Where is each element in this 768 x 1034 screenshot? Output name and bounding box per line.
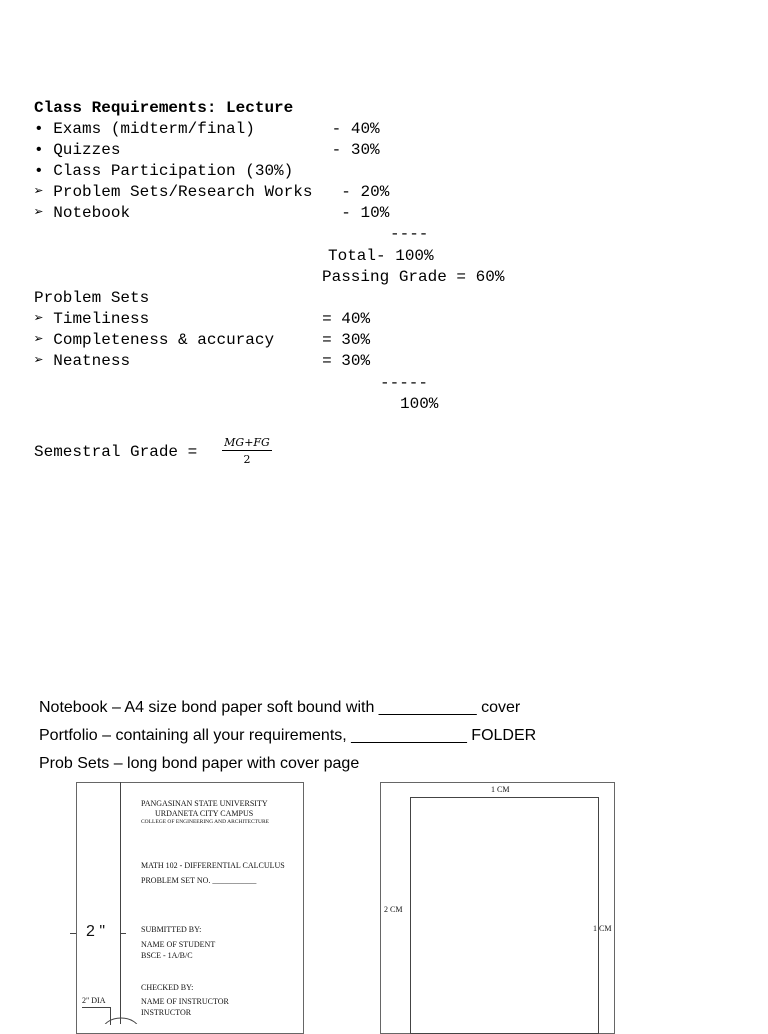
fraction-numerator: MG+FG <box>222 436 272 451</box>
fraction-denominator: 2 <box>243 453 251 466</box>
ps-dashes: ----- <box>380 374 429 392</box>
notebook-requirement: Notebook – A4 size bond paper soft bound with ___________ cover <box>39 699 521 716</box>
semestral-grade-fraction <box>222 436 272 466</box>
ps-item-completeness: ➢ Completeness & accuracy = 30% <box>34 331 371 349</box>
cover-submitted-by: SUBMITTED BY: <box>141 925 202 934</box>
lecture-item-problem-sets: ➢ Problem Sets/Research Works - 20% <box>34 183 390 201</box>
cover-campus: URDANETA CITY CAMPUS <box>155 809 254 818</box>
cover-university: PANGASINAN STATE UNIVERSITY <box>141 799 268 808</box>
dia-label: 2" DIA <box>82 996 106 1005</box>
semestral-grade-label: Semestral Grade = <box>34 443 207 461</box>
hole-circle-icon <box>96 1010 146 1024</box>
cover-checked-by: CHECKED BY: <box>141 983 194 992</box>
lecture-item-notebook: ➢ Notebook - 10% <box>34 204 390 222</box>
margin-left-label: 2 CM <box>384 905 403 914</box>
margin-top-label: 1 CM <box>491 785 510 794</box>
cover-course: MATH 102 - DIFFERENTIAL CALCULUS <box>141 861 285 870</box>
probsets-requirement: Prob Sets – long bond paper with cover page <box>39 755 360 772</box>
margin-inner-border <box>410 797 599 1034</box>
cover-instructor-name: NAME OF INSTRUCTOR <box>141 997 229 1006</box>
cover-section: BSCE - 1A/B/C <box>141 951 193 960</box>
lecture-dashes: ---- <box>390 225 429 243</box>
margin-right-label: 1 CM <box>593 924 612 933</box>
cover-instructor: INSTRUCTOR <box>141 1008 192 1017</box>
dia-leader-h <box>82 1007 110 1008</box>
portfolio-requirement: Portfolio – containing all your requirements, _____________ FOLDER <box>39 727 537 744</box>
ps-item-neatness: ➢ Neatness = 30% <box>34 352 371 370</box>
ps-item-timeliness: ➢ Timeliness = 40% <box>34 310 371 328</box>
lecture-total: Total- 100% <box>328 247 434 265</box>
passing-grade: Passing Grade = 60% <box>322 268 505 286</box>
binding-margin-label: 2 " <box>86 923 106 940</box>
lecture-item-exams: • Exams (midterm/final) - 40% <box>34 120 380 138</box>
ps-total: 100% <box>400 395 439 413</box>
margin-tick-right <box>120 933 126 934</box>
cover-problem-set: PROBLEM SET NO. ___________ <box>141 876 257 885</box>
problem-sets-heading: Problem Sets <box>34 289 150 307</box>
lecture-item-quizzes: • Quizzes - 30% <box>34 141 380 159</box>
cover-college: COLLEGE OF ENGINEERING AND ARCHITECTURE <box>141 819 270 825</box>
margin-tick-left <box>70 933 76 934</box>
lecture-heading: Class Requirements: Lecture <box>34 99 294 117</box>
lecture-item-participation: • Class Participation (30%) <box>34 162 294 180</box>
binding-margin-line <box>120 782 121 1024</box>
cover-student-name: NAME OF STUDENT <box>141 940 216 949</box>
